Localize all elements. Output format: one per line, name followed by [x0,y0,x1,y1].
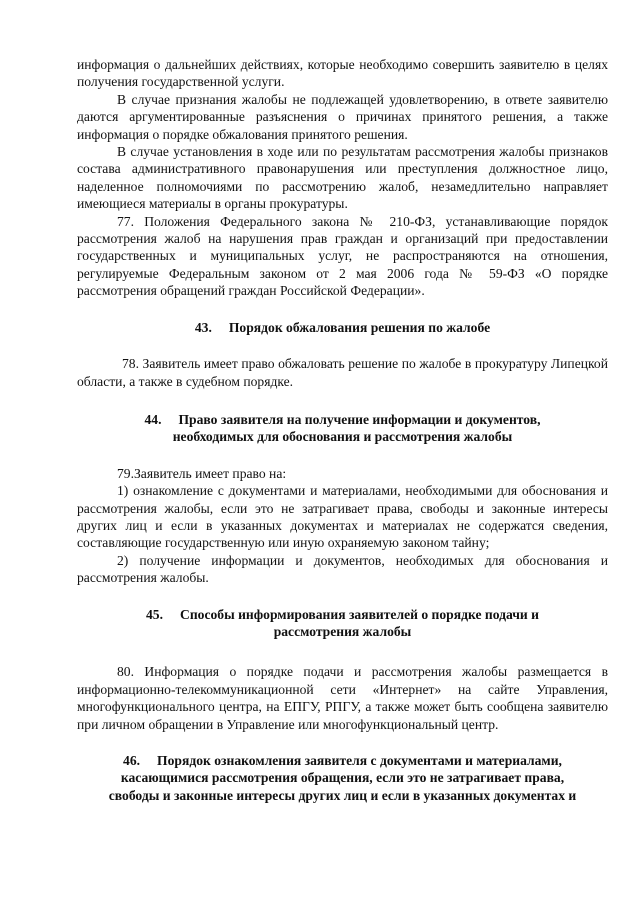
section-number: 43. [194,319,212,335]
section-title: Порядок обжалования решения по жалобе [228,319,491,335]
section-45-heading [77,606,608,641]
section-43-heading [77,319,608,336]
section-title-line1: Право заявителя на получение информации и документов, [178,411,541,427]
paragraph-prosecutor-referral: В случае установления в ходе или по результатам рассмотрения жалобы признаков состава административного правонарушения или преступления должностное лицо, наделенное полномочиями по рассмотрению жалоб, незамедлительно направляет имеющиеся материалы в органы прокуратуры. [77,144,608,212]
section-number: 46. [123,753,141,768]
section-title-line1: Порядок ознакомления заявителя с документами и материалами, [157,753,562,768]
section-title-line2: касающимися рассмотрения обращения, если это не затрагивает права, [120,770,565,786]
section-title-line1: Способы информирования заявителей о порядке подачи и [180,606,539,622]
paragraph-79-item-2: 2) получение информации и документов, необходимых для обоснования и рассмотрения жалобы. [77,552,608,586]
paragraph-complaint-rejected: В случае признания жалобы не подлежащей удовлетворению, в ответе заявителю даются аргументированные разъяснения о причинах принятого решения, а также информация о порядке обжалования принятого решения. [77,91,608,142]
paragraph-79: 79.Заявитель имеет право на: [117,465,287,481]
section-title-line2: рассмотрения жалобы [273,623,412,639]
paragraph-78: 78. Заявитель имеет право обжаловать решение по жалобе в прокуратуру Липецкой области, а также в судебном порядке. [77,356,608,389]
section-46-heading [77,752,608,804]
paragraph-continuation: информация о дальнейших действиях, которые необходимо совершить заявителю в целях получения государственной услуги. [77,57,608,90]
section-number: 45. [146,606,163,622]
section-44-heading [77,411,608,446]
section-title-line2: необходимых для обоснования и рассмотрения жалобы [172,429,513,445]
section-number: 44. [144,411,162,427]
paragraph-77: 77. Положения Федерального закона № 210-ФЗ, устанавливающие порядок рассмотрения жалоб на нарушения прав граждан и организаций при предоставлении государственных и муниципальных услуг, не распространяются на отношения, регулируемые Федеральным законом от 2 мая 2006 года № 59-ФЗ «О порядке рассмотрения обращений граждан Российской Федерации». [77,213,608,299]
paragraph-80: 80. Информация о порядке подачи и рассмотрения жалобы размещается в информационно-телекоммуникационной сети «Интернет» на сайте Управления, многофункционального центра, на ЕПГУ, РПГУ, а также может быть сообщена заявителю при личном обращении в Управление или многофункциональный центр. [77,664,608,732]
section-title-line3: свободы и законные интересы других лиц и если в указанных документах и [108,787,577,803]
paragraph-79-item-1: 1) ознакомление с документами и материалами, необходимыми для обоснования и рассмотрения жалобы, если это не затрагивает права, свободы и законные интересы других лиц и если в указанных документах и материалах не содержатся сведения, составляющие государственную или иную охраняемую законом тайну; [77,483,608,551]
